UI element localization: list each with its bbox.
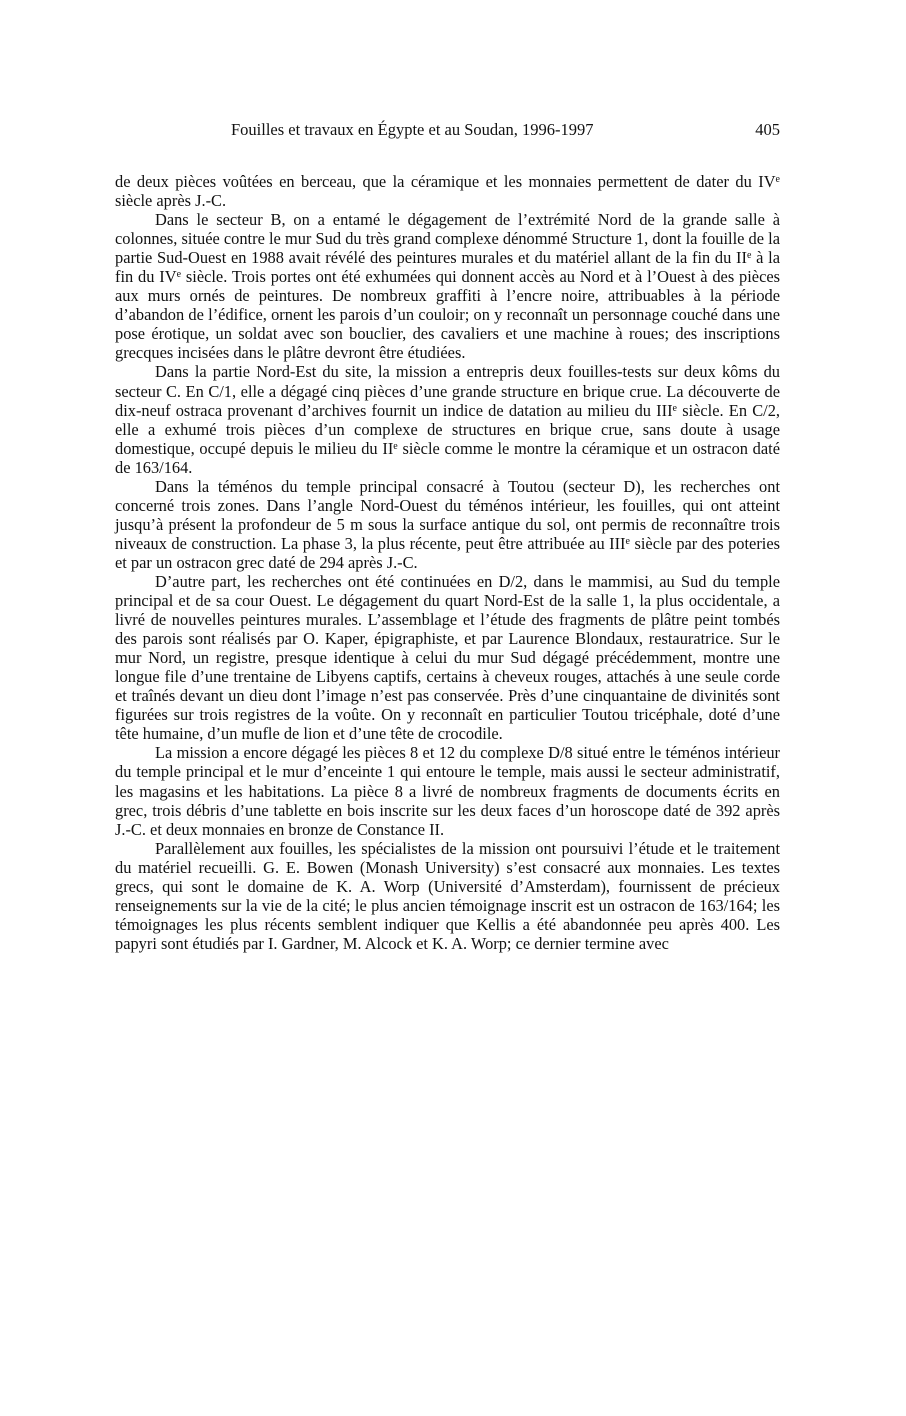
running-title: Fouilles et travaux en Égypte et au Soudan, 1996-1997: [231, 120, 594, 139]
page-number: 405: [755, 120, 780, 139]
text-run: siècle comme le montre la céramique et un ostracon daté de 163/164.: [115, 438, 780, 477]
paragraph: [115, 839, 780, 953]
superscript: e: [393, 440, 398, 452]
text-run: de deux pièces voûtées en berceau, que la céramique et les monnaies permettent de dater du IV: [115, 172, 776, 191]
text-run: siècle après J.-C.: [115, 191, 227, 211]
text-run: Dans la téménos du temple principal consacré à Toutou (secteur D), les recherches ont concerné trois zones. Dans l’angle Nord-Ouest du téménos intérieur, les fouilles, qui ont atteint jusqu’à présent la profondeur de 5 m sous la surface antique du sol, ont permis de reconnaître trois niveaux de construction. La phase 3, la plus récente, peut être attribuée au III: [115, 476, 780, 553]
text-run: D’autre part, les recherches ont été continuées en D/2, dans le mammisi, au Sud du temple principal et de sa cour Ouest. Le dégagement du quart Nord-Est de la salle 1, la plus occidentale, a livré de nouvelles peintures murales. L’assemblage et l’étude des fragments de plâtre peint tombés des parois sont réalisés par O. Kaper, épigraphiste, et par Laurence Blondaux, restauratrice. Sur le mur Nord, un registre, presque identique à celui du mur Sud dégagé précédemment, montre une longue file d’une trentaine de Libyens captifs, certains à cheveux rouges, attachés à une seule corde et traînés devant un dieu dont l’image n’est pas conservée. Près d’une cinquantaine de divinités sont figurées sur trois registres de la voûte. On y reconnaît en particulier Toutou tricéphale, doté d’une tête humaine, d’un mufle de lion et d’une tête de crocodile.: [115, 571, 780, 744]
text-run: à la fin du IV: [115, 248, 780, 287]
text-run: siècle. Trois portes ont été exhumées qui donnent accès au Nord et à l’Ouest à des pièces aux murs ornés de peintures. De nombreux graffiti à l’encre noire, attribuables à la période d’abandon de l’édifice, ornent les parois d’un couloir; on y reconnaît un personnage couché dans une pose érotique, un soldat avec son bouclier, des cavaliers et une machine à roues; des inscriptions grecques incisées dans le plâtre devront être étudiées.: [115, 267, 780, 363]
paragraph: [115, 172, 780, 210]
superscript: e: [176, 269, 182, 281]
paragraph: [115, 362, 780, 476]
running-head: [115, 119, 780, 141]
text-run: Dans la partie Nord-Est du site, la mission a entrepris deux fouilles-tests sur deux kôms du secteur C. En C/1, elle a dégagé cinq pièces d’une grande structure en brique crue. La découverte de dix-neuf ostraca provenant d’archives fournit un indice de datation au milieu du III: [115, 362, 780, 420]
text-run: siècle par des poteries et par un ostracon grec daté de 294 après J.-C.: [115, 533, 780, 572]
superscript: e: [625, 535, 630, 547]
paragraph: [115, 210, 780, 362]
superscript: e: [672, 402, 677, 414]
paragraph: [115, 572, 780, 743]
body-text: [115, 172, 780, 953]
paragraph: [115, 743, 780, 838]
paragraph: [115, 477, 780, 572]
text-run: Parallèlement aux fouilles, les spécialistes de la mission ont poursuivi l’étude et le traitement du matériel recueilli. G. E. Bowen (Monash University) s’est consacré aux monnaies. Les textes grecs, qui sont le domaine de K. A. Worp (Université d’Amsterdam), fournissent de précieux renseignements sur la vie de la cité; le plus ancien témoignage inscrit est un ostracon de 163/164; les témoignages les plus récents semblent indiquer que Kellis a été abandonnée peu après 400. Les papyri sont étudiés par I. Gardner, M. Alcock et K. A. Worp; ce dernier termine avec: [115, 838, 780, 953]
text-run: siècle. En C/2, elle a exhumé trois pièces d’un complexe de structures en brique crue, sans doute à usage domestique, occupé depuis le milieu du II: [115, 400, 780, 458]
text-run: Dans le secteur B, on a entamé le dégagement de l’extrémité Nord de la grande salle à colonnes, située contre le mur Sud du très grand complexe dénommé Structure 1, dont la fouille de la partie Sud-Ouest en 1988 avait révélé des peintures murales et du matériel allant de la fin du II: [115, 210, 780, 268]
superscript: e: [746, 250, 752, 262]
text-run: La mission a encore dégagé les pièces 8 et 12 du complexe D/8 situé entre le téménos intérieur du temple principal et le mur d’enceinte 1 qui entoure le temple, mais aussi le secteur administratif, les magasins et les habitations. La pièce 8 a livré de nombreux fragments de documents écrits en grec, trois débris d’une tablette en bois inscrite sur les deux faces d’un horoscope daté de 392 après J.-C. et deux monnaies en bronze de Constance II.: [115, 743, 780, 839]
superscript: e: [775, 174, 780, 185]
